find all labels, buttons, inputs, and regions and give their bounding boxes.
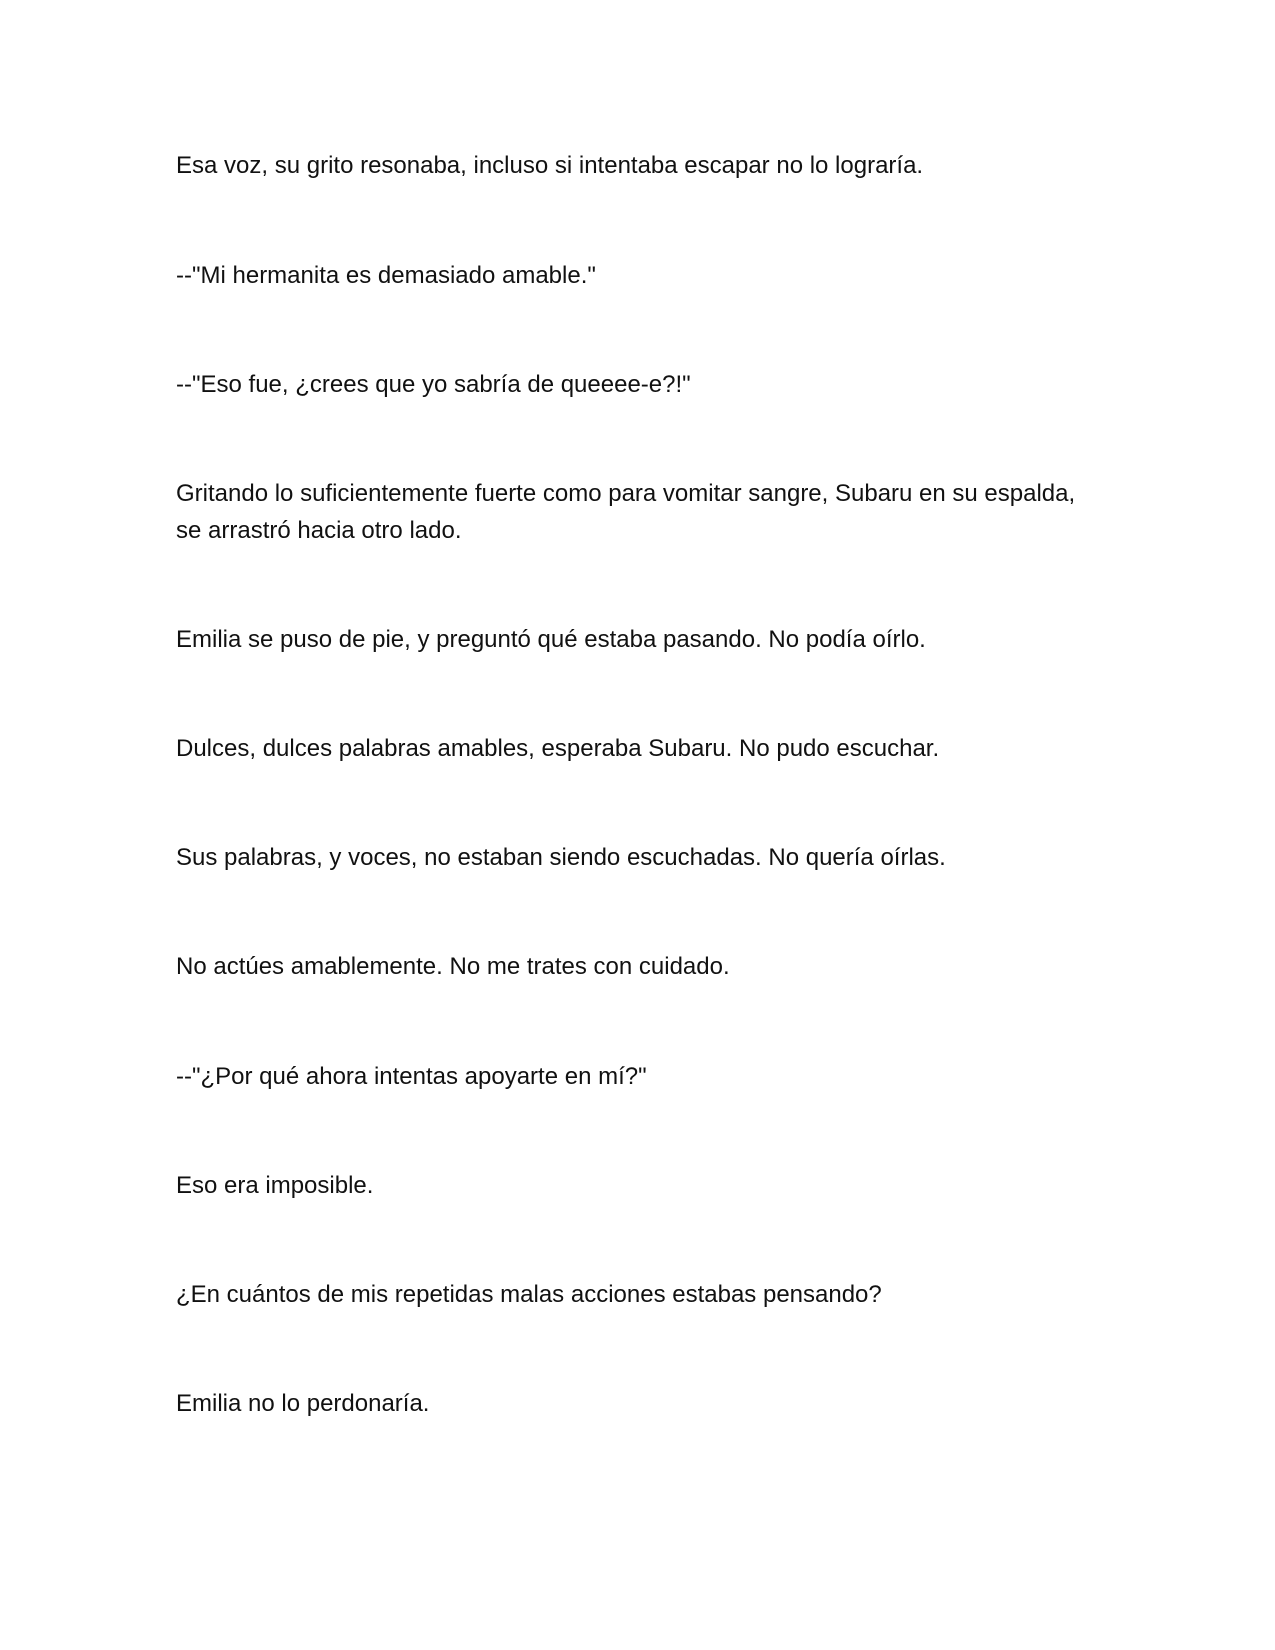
paragraph-12: Emilia no lo perdonaría. bbox=[176, 1390, 430, 1417]
paragraph-7: Sus palabras, y voces, no estaban siendo escuchadas. No quería oírlas. bbox=[176, 844, 946, 871]
paragraph-11: ¿En cuántos de mis repetidas malas acciones estabas pensando? bbox=[176, 1281, 882, 1308]
paragraph-4: Gritando lo suficientemente fuerte como para vomitar sangre, Subaru en su espalda, se arrastró hacia otro lado. bbox=[176, 480, 1076, 544]
paragraph-2: --"Mi hermanita es demasiado amable." bbox=[176, 262, 596, 289]
paragraph-8: No actúes amablemente. No me trates con cuidado. bbox=[176, 953, 730, 980]
paragraph-1: Esa voz, su grito resonaba, incluso si intentaba escapar no lo lograría. bbox=[176, 152, 924, 179]
paragraph-6: Dulces, dulces palabras amables, esperaba Subaru. No pudo escuchar. bbox=[176, 735, 940, 762]
paragraph-5: Emilia se puso de pie, y preguntó qué estaba pasando. No podía oírlo. bbox=[176, 626, 926, 653]
paragraph-3: --"Eso fue, ¿crees que yo sabría de queeee-e?!" bbox=[176, 371, 691, 398]
paragraph-9: --"¿Por qué ahora intentas apoyarte en mí?" bbox=[176, 1063, 647, 1090]
paragraph-10: Eso era imposible. bbox=[176, 1172, 374, 1199]
